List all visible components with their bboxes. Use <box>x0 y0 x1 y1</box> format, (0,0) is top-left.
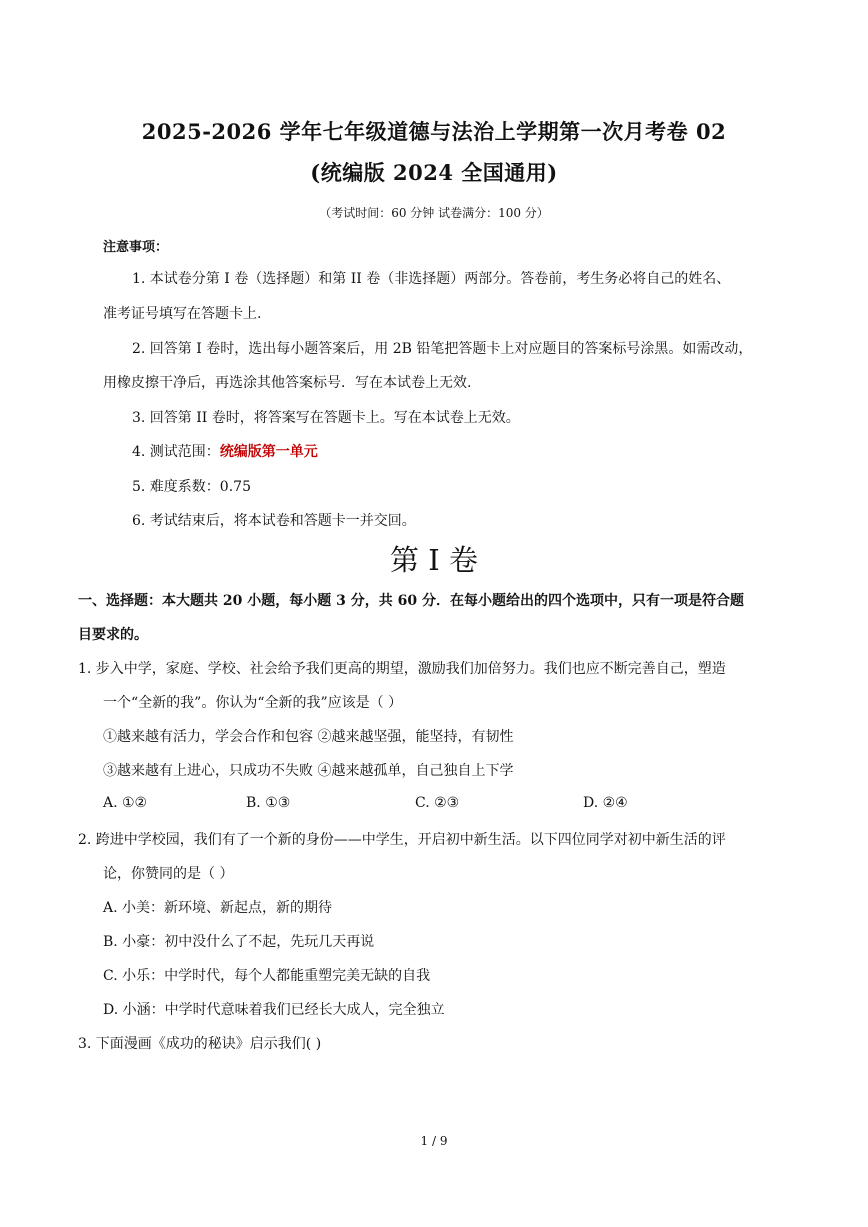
note-item-6: 6. 考试结束后，将本试卷和答题卡一并交回。 <box>132 513 416 529</box>
exam-time-score: （考试时间：60 分钟 试卷满分：100 分） <box>319 206 549 220</box>
page-number: 1 / 9 <box>420 1134 448 1148</box>
note-item-5: 5. 难度系数：0.75 <box>132 479 251 495</box>
question-1-option-c: C. ②③ <box>415 795 460 811</box>
question-1-option-a: A. ①② <box>103 795 148 811</box>
question-2-stem-cont: 论，你赞同的是（ ） <box>103 866 234 882</box>
note-item-1-cont: 准考证号填写在答题卡上. <box>103 306 262 322</box>
section-instructions: 一、选择题：本大题共 20 小题，每小题 3 分，共 60 分．在每小题给出的四个选项中，只有一项是符合题 <box>78 593 744 609</box>
note-item-2-cont: 用橡皮擦干净后，再选涂其他答案标号．写在本试卷上无效. <box>103 375 472 391</box>
section-instructions-cont: 目要求的。 <box>78 627 148 643</box>
question-1-option-b: B. ①③ <box>246 795 291 811</box>
section-title: 第 I 卷 <box>390 543 478 577</box>
question-3-stem: 3. 下面漫画《成功的秘诀》启示我们( ) <box>78 1036 322 1052</box>
question-1-stem-cont: 一个“全新的我”。你认为“全新的我”应该是（ ） <box>103 695 403 711</box>
question-1-option-d: D. ②④ <box>583 795 628 811</box>
note-item-4-label: 4. 测试范围： <box>132 444 220 460</box>
note-item-1: 1. 本试卷分第 I 卷（选择题）和第 II 卷（非选择题）两部分。答卷前，考生务必将自己的姓名、 <box>132 271 731 287</box>
question-2-option-c: C. 小乐：中学时代，每个人都能重塑完美无缺的自我 <box>103 968 431 984</box>
question-2-option-a: A. 小美：新环境、新起点，新的期待 <box>103 900 333 916</box>
question-1-stem: 1. 步入中学，家庭、学校、社会给予我们更高的期望，激励我们加倍努力。我们也应不断完善自己，塑造 <box>78 661 726 677</box>
question-1-statements-a: ①越来越有活力，学会合作和包容 ②越来越坚强，能坚持，有韧性 <box>103 729 514 745</box>
question-2-option-b: B. 小豪：初中没什么了不起，先玩几天再说 <box>103 934 375 950</box>
question-2-option-d: D. 小涵：中学时代意味着我们已经长大成人，完全独立 <box>103 1002 445 1018</box>
exam-title: 2025-2026 学年七年级道德与法治上学期第一次月考卷 02 <box>141 119 727 144</box>
note-item-2: 2. 回答第 I 卷时，选出每小题答案后，用 2B 铅笔把答题卡上对应题目的答案标号涂黑。如需改动， <box>132 341 753 357</box>
notes-heading: 注意事项： <box>103 240 169 255</box>
question-1-statements-b: ③越来越有上进心，只成功不失败 ④越来越孤单，自己独自上下学 <box>103 763 514 779</box>
test-scope: 统编版第一单元 <box>219 444 318 460</box>
question-2-stem: 2. 跨进中学校园，我们有了一个新的身份——中学生，开启初中新生活。以下四位同学对初中新生活的评 <box>78 832 726 848</box>
exam-edition: (统编版 2024 全国通用) <box>310 160 558 185</box>
note-item-3: 3. 回答第 II 卷时，将答案写在答题卡上。写在本试卷上无效。 <box>132 410 520 426</box>
note-item-4 <box>132 441 318 461</box>
